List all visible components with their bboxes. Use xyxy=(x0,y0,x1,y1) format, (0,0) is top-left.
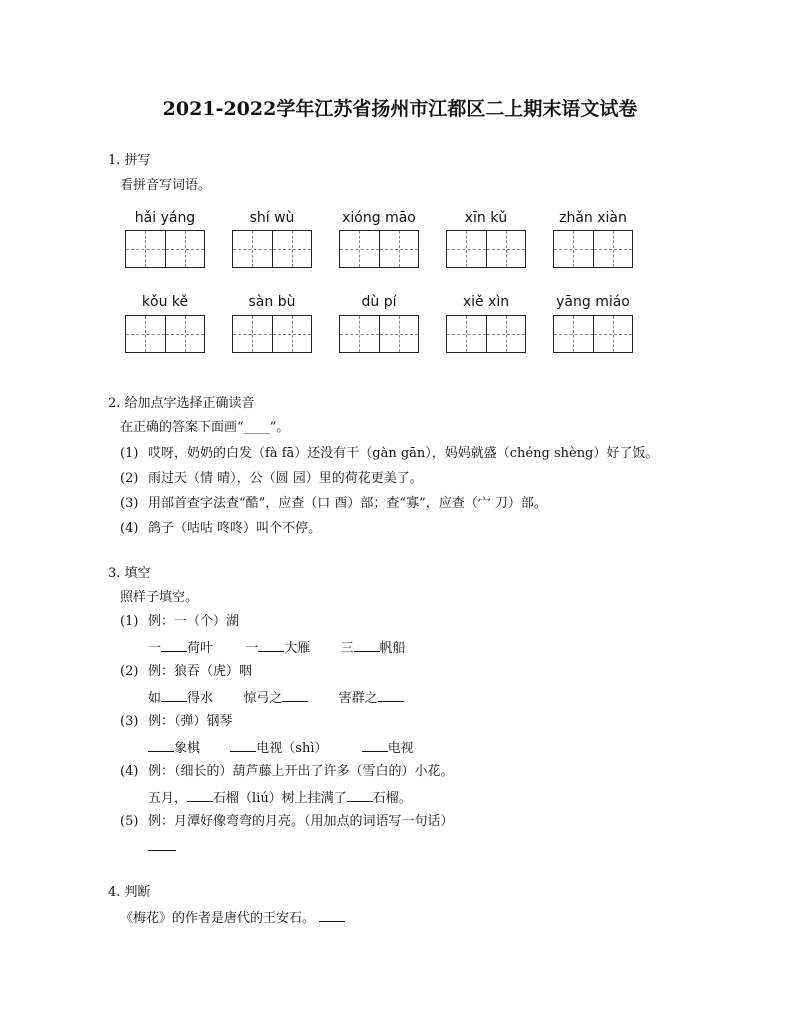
item-number: (3) xyxy=(120,496,139,511)
pinyin-label: xīn kǔ xyxy=(464,210,508,226)
page-title: 2021-2022学年江苏省扬州市江都区二上期末语文试卷 xyxy=(162,98,638,120)
writing-grid[interactable] xyxy=(232,315,312,353)
item-text: 用部首查字法查“酷”，应查（口 酉）部；查“寡”，应查（宀 刀）部。 xyxy=(148,496,547,511)
pinyin-label: yāng miáo xyxy=(556,294,630,310)
fill-line xyxy=(148,838,176,856)
answer-blank[interactable] xyxy=(148,838,176,851)
example-text: 例：一（个）湖 xyxy=(148,614,240,629)
example-text: 例：（细长的）葫芦藤上开出了许多（雪白的）小花。 xyxy=(148,764,454,779)
writing-grid[interactable] xyxy=(553,230,633,268)
fill-line xyxy=(148,689,404,707)
answer-blank[interactable] xyxy=(319,909,345,922)
instruction-2: 在正确的答案下面画“____”。 xyxy=(120,420,290,435)
fill-line xyxy=(148,789,412,807)
section-heading-3: 3. 填空 xyxy=(108,566,151,581)
judge-line xyxy=(120,909,345,927)
item-number: (3) xyxy=(120,714,139,729)
fill-text: 石榴（liú）树上挂满了 xyxy=(213,791,347,806)
fill-text: 一 xyxy=(245,641,259,656)
judge-statement: 《梅花》的作者是唐代的王安石。 xyxy=(120,911,316,926)
fill-text: 石榴。 xyxy=(372,791,412,806)
answer-blank[interactable] xyxy=(161,639,187,652)
writing-grid[interactable] xyxy=(232,230,312,268)
answer-blank[interactable] xyxy=(347,789,373,802)
item-number: (2) xyxy=(120,664,139,679)
pinyin-label: hǎi yáng xyxy=(134,210,196,226)
section-heading-4: 4. 判断 xyxy=(108,885,151,900)
answer-blank[interactable] xyxy=(362,739,388,752)
fill-text: 害群之 xyxy=(338,691,378,706)
item-text: 哎呀，奶奶的白发（fà fā）还没有干（gàn gān），妈妈就盛（chéng shèng）好了饭。 xyxy=(148,446,659,461)
fill-text: 三 xyxy=(340,641,354,656)
item-text: 雨过天（情 晴），公（圆 园）里的荷花更美了。 xyxy=(148,471,423,486)
pinyin-label: kǒu kě xyxy=(141,294,189,310)
item-text: 鸽子（咕咕 咚咚）叫个不停。 xyxy=(148,521,322,536)
example-text: 例：狼吞（虎）咽 xyxy=(148,664,253,679)
answer-blank[interactable] xyxy=(354,639,380,652)
pinyin-label: xiě xìn xyxy=(462,294,510,310)
item-number: (1) xyxy=(120,614,139,629)
fill-text: 五月， xyxy=(148,791,188,806)
fill-line xyxy=(148,639,406,657)
instruction-3: 照样子填空。 xyxy=(120,590,199,605)
fill-text: 惊弓之 xyxy=(243,691,283,706)
section-heading-2: 2. 给加点字选择正确读音 xyxy=(108,396,255,411)
answer-blank[interactable] xyxy=(148,739,174,752)
instruction-1: 看拼音写词语。 xyxy=(120,178,212,193)
writing-grid[interactable] xyxy=(339,315,419,353)
pinyin-label: sàn bù xyxy=(248,294,296,310)
fill-text: 一 xyxy=(148,641,162,656)
writing-grid[interactable] xyxy=(125,315,205,353)
fill-text: 电视 xyxy=(387,741,414,756)
example-text: 例：月潭好像弯弯的月亮。（用加点的词语写一句话） xyxy=(148,814,454,829)
writing-grid[interactable] xyxy=(446,315,526,353)
answer-blank[interactable] xyxy=(258,639,284,652)
pinyin-label: dù pí xyxy=(361,294,397,310)
example-text: 例：（弹）钢琴 xyxy=(148,714,233,729)
item-number: (4) xyxy=(120,764,139,779)
answer-blank[interactable] xyxy=(161,689,187,702)
section-heading-1: 1. 拼写 xyxy=(108,153,151,168)
writing-grid[interactable] xyxy=(125,230,205,268)
fill-line xyxy=(148,739,414,757)
answer-blank[interactable] xyxy=(187,789,213,802)
pinyin-label: zhǎn xiàn xyxy=(559,210,627,226)
fill-text: 大雁 xyxy=(284,641,311,656)
pinyin-label: shí wù xyxy=(249,210,295,226)
answer-blank[interactable] xyxy=(282,689,308,702)
item-number: (1) xyxy=(120,446,139,461)
writing-grid[interactable] xyxy=(553,315,633,353)
fill-text: 得水 xyxy=(187,691,214,706)
answer-blank[interactable] xyxy=(378,689,404,702)
fill-text: 荷叶 xyxy=(187,641,214,656)
answer-blank[interactable] xyxy=(230,739,256,752)
pinyin-label: xióng māo xyxy=(342,210,416,226)
item-number: (4) xyxy=(120,521,139,536)
fill-text: 如 xyxy=(148,691,162,706)
fill-text: 电视（shì） xyxy=(256,741,328,756)
item-number: (2) xyxy=(120,471,139,486)
writing-grid[interactable] xyxy=(339,230,419,268)
fill-text: 象棋 xyxy=(174,741,201,756)
fill-text: 帆船 xyxy=(379,641,406,656)
item-number: (5) xyxy=(120,814,139,829)
writing-grid[interactable] xyxy=(446,230,526,268)
